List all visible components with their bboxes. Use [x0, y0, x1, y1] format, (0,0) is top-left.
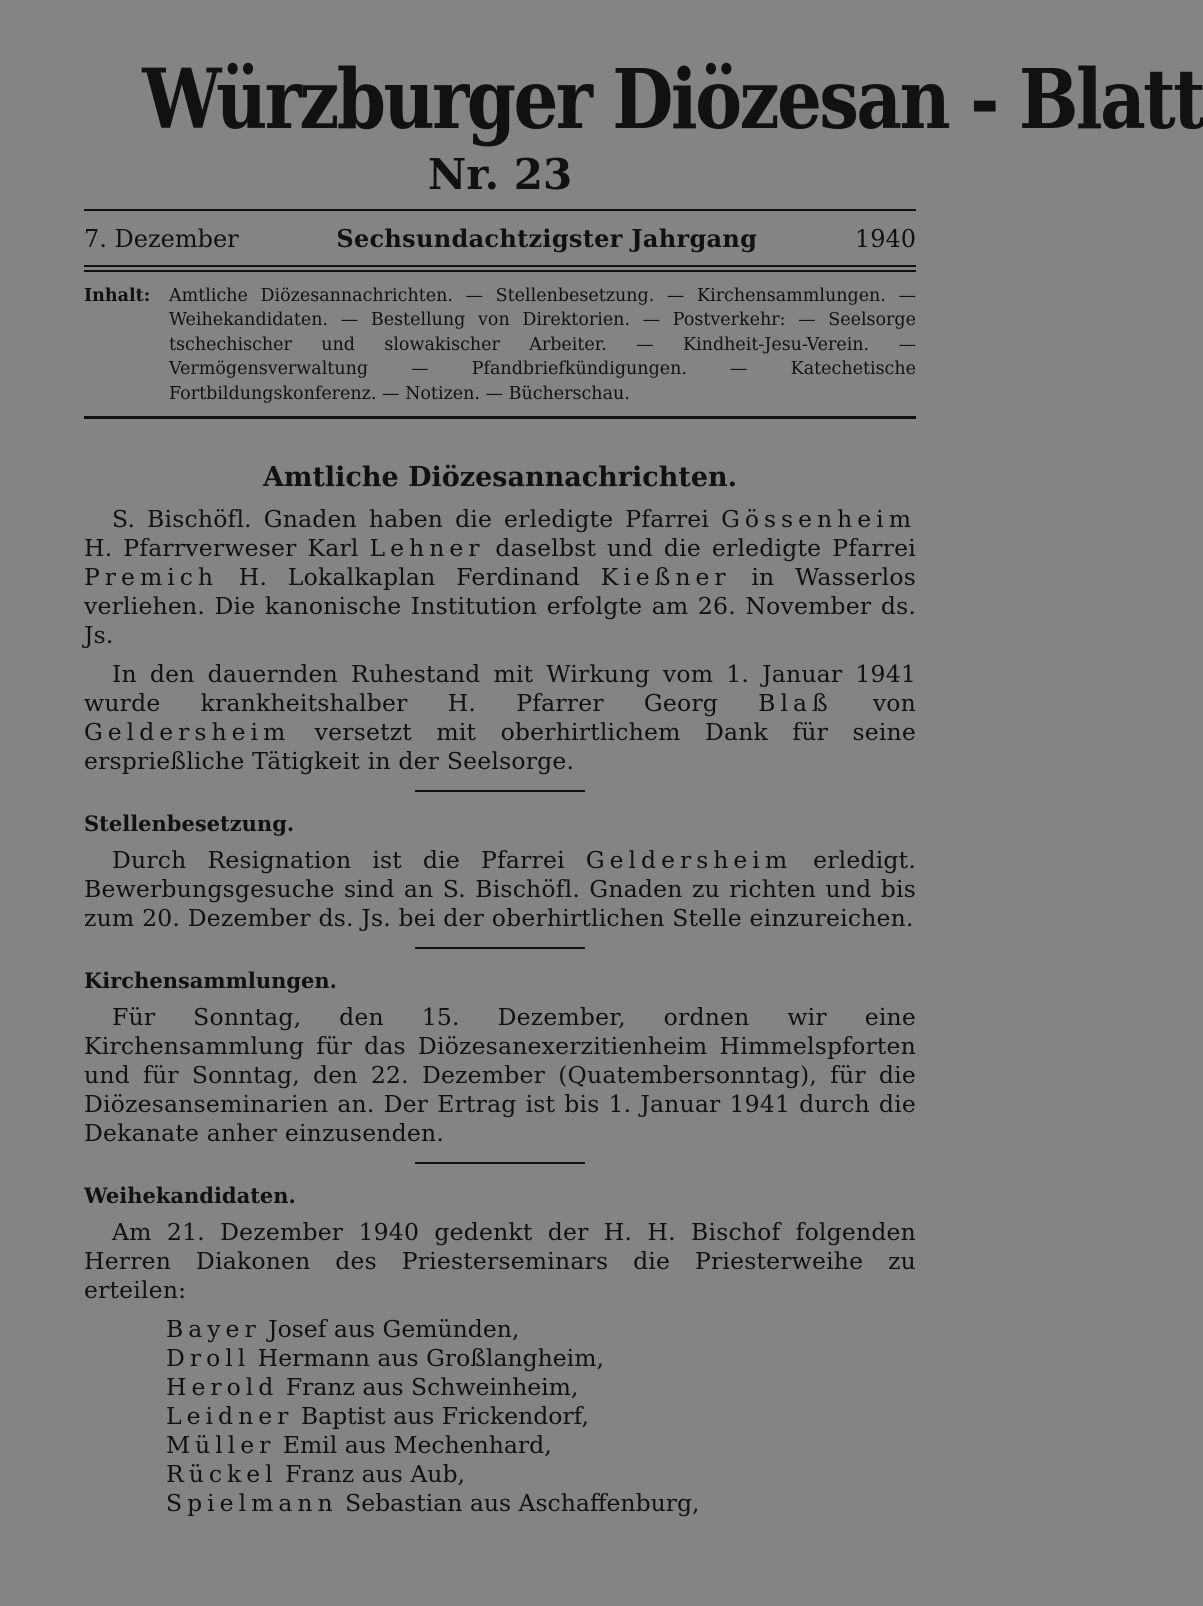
- candidate-surname: Bayer: [166, 1315, 261, 1344]
- candidate-surname: Droll: [166, 1344, 251, 1373]
- paragraph-stellenbesetzung: [84, 846, 916, 933]
- issue-number: Nr. 23: [427, 150, 573, 199]
- candidate-surname: Rückel: [166, 1460, 278, 1489]
- text-run: Durch Resignation ist die Pfarrei: [112, 846, 586, 875]
- place-name: Premich: [84, 563, 219, 592]
- place-name: Gössenheim: [721, 505, 916, 534]
- text-run: versetzt mit oberhirtlichem Dank für seine ersprießliche Tätigkeit in der Seelsorge.: [84, 718, 916, 776]
- list-item: [166, 1315, 916, 1344]
- contents-label: Inhalt:: [84, 286, 151, 306]
- person-name: Lehner: [369, 534, 485, 563]
- candidate-details: Sebastian aus Aschaffenburg,: [337, 1489, 700, 1518]
- newsletter-page: [84, 52, 1203, 1518]
- list-item: [166, 1402, 916, 1431]
- list-item: [166, 1431, 916, 1460]
- section-divider: [415, 790, 585, 792]
- section-title-weihekandidaten: Weihekandidaten.: [84, 1183, 296, 1209]
- text-run: erledigt. Bewerbungsgesuche sind an S. Bischöfl. Gnaden zu richten und bis zum 20. Dezember ds. Js. bei der oberhirtlichen Stelle einzureichen.: [84, 846, 916, 933]
- paragraph-kirchensammlungen: Für Sonntag, den 15. Dezember, ordnen wir eine Kirchensammlung für das Diözesanexerzitienheim Himmelspforten und für Sonntag, den 22. Dezember (Quatembersonntag), für die Diözesanseminarien an. Der Ertrag ist bis 1. Januar 1941 durch die Dekanate anher einzusenden.: [84, 1003, 916, 1148]
- text-run: in Wasserlos verliehen. Die kanonische Institution erfolgte am 26. November ds. Js.: [84, 563, 916, 650]
- section-title-amtliche: Amtliche Diözesannachrichten.: [262, 462, 738, 494]
- contents-bottom-rule: [84, 416, 916, 419]
- candidate-list: [166, 1315, 916, 1518]
- contents-text: Amtliche Diözesannachrichten. — Stellenbesetzung. — Kirchensammlungen. — Weihekandidaten. — Bestellung von Direktorien. — Postverkehr: — Seelsorge tschechischer und slowakischer Arbeiter. — Kindheit-Jesu-Verein. — Vermögensverwaltung — Pfandbriefkündigungen. — Katechetische Fortbildungskonferenz. — Notizen. — Bücherschau.: [169, 286, 916, 404]
- text-run: In den dauernden Ruhestand mit Wirkung vom 1. Januar 1941 wurde krankheitshalber H. Pfarrer Georg: [84, 660, 916, 718]
- masthead-title: Würzburger Diözesan - Blatt: [142, 52, 1203, 148]
- candidate-surname: Leidner: [166, 1402, 294, 1431]
- text-run: von: [832, 689, 916, 718]
- section-title-kirchensammlungen: Kirchensammlungen.: [84, 968, 337, 994]
- candidate-details: Josef aus Gemünden,: [260, 1315, 520, 1344]
- list-item: [166, 1344, 916, 1373]
- candidate-details: Franz aus Aub,: [277, 1460, 465, 1489]
- candidate-surname: Herold: [166, 1373, 279, 1402]
- text-run: S. Bischöfl. Gnaden haben die erledigte Pfarrei: [112, 505, 722, 534]
- text-run: H. Lokalkaplan Ferdinand: [218, 563, 601, 592]
- paragraph-retirement: [84, 660, 916, 776]
- candidate-surname: Müller: [166, 1431, 276, 1460]
- person-name: Blaß: [758, 689, 833, 718]
- candidate-details: Emil aus Mechenhard,: [275, 1431, 552, 1460]
- candidate-surname: Spielmann: [166, 1489, 338, 1518]
- text-run: daselbst und die erledigte Pfarrei: [484, 534, 917, 563]
- section-divider: [415, 947, 585, 949]
- section-title-stellenbesetzung: Stellenbesetzung.: [84, 811, 295, 837]
- section-divider: [415, 1162, 585, 1164]
- volume-label: Sechsundachtzigster Jahrgang: [336, 224, 758, 253]
- double-rule: [84, 265, 916, 272]
- issue-year: 1940: [854, 225, 916, 253]
- table-of-contents: [84, 272, 916, 416]
- list-item: [166, 1373, 916, 1402]
- issue-date: 7. Dezember: [84, 225, 239, 253]
- candidate-details: Baptist aus Frickendorf,: [293, 1402, 590, 1431]
- paragraph-appointments: [84, 505, 916, 650]
- candidate-details: Hermann aus Großlangheim,: [250, 1344, 604, 1373]
- person-name: Kießner: [600, 563, 731, 592]
- paragraph-weihekandidaten: Am 21. Dezember 1940 gedenkt der H. H. Bischof folgenden Herren Diakonen des Priesterseminars die Priesterweihe zu erteilen:: [84, 1218, 916, 1305]
- candidate-details: Franz aus Schweinheim,: [278, 1373, 579, 1402]
- place-name: Geldersheim: [585, 846, 793, 875]
- list-item: [166, 1489, 916, 1518]
- dateline: [84, 211, 916, 265]
- text-run: H. Pfarrverweser Karl: [84, 534, 370, 563]
- place-name: Geldersheim: [84, 718, 291, 747]
- list-item: [166, 1460, 916, 1489]
